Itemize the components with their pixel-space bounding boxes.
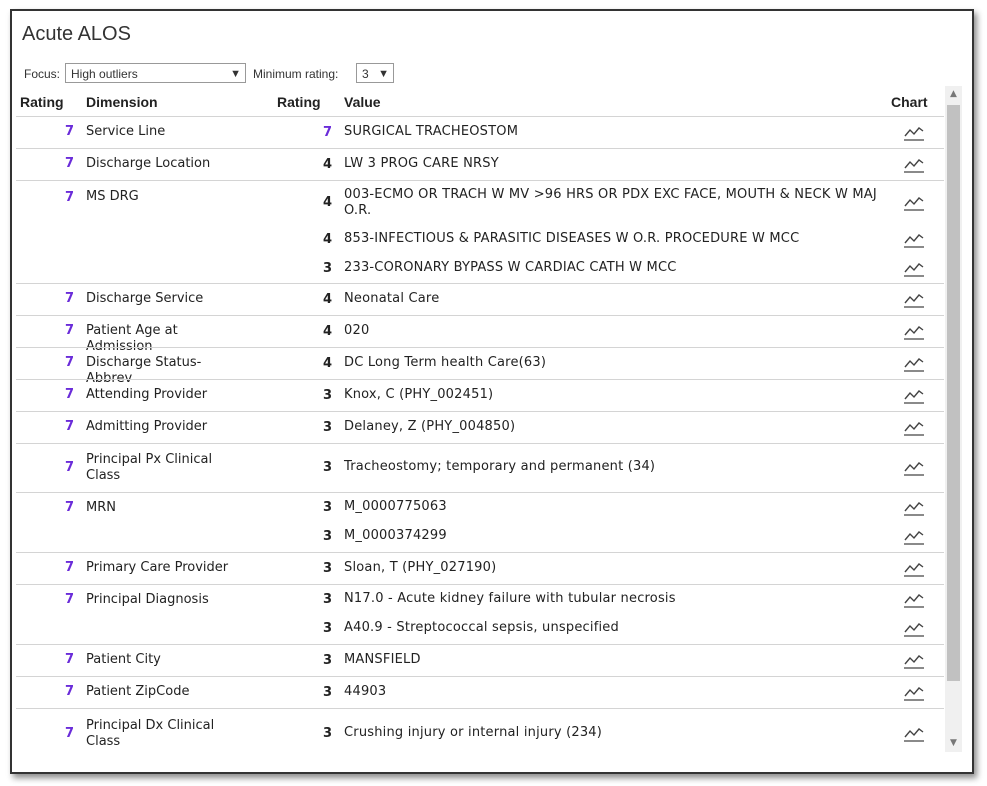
focus-select[interactable] [65, 63, 246, 83]
header-value[interactable]: Value [344, 94, 381, 110]
value-text[interactable]: 44903 [344, 684, 387, 699]
trend-chart-icon[interactable] [903, 260, 925, 278]
trend-chart-icon[interactable] [903, 725, 925, 743]
dimension-name[interactable]: Admitting Provider [86, 419, 208, 434]
trend-chart-icon[interactable] [903, 528, 925, 546]
value-text[interactable]: SURGICAL TRACHEOSTOM [344, 124, 519, 139]
value-rating: 3 [322, 592, 332, 607]
minimum-rating-select[interactable] [356, 63, 394, 83]
value-rating: 4 [322, 195, 332, 210]
value-rating: 4 [322, 292, 332, 307]
dimension-rating: 7 [64, 190, 74, 205]
dimension-rating: 7 [64, 460, 74, 475]
dimension-name[interactable]: Attending Provider [86, 387, 208, 402]
trend-chart-icon[interactable] [903, 459, 925, 477]
value-row [16, 677, 944, 708]
value-row [16, 348, 944, 379]
value-rating: 3 [322, 726, 332, 741]
value-text[interactable]: N17.0 - Acute kidney failure with tubular necrosis [344, 591, 676, 606]
vertical-scrollbar[interactable] [945, 86, 962, 752]
value-row [16, 709, 944, 759]
minimum-rating-label: Minimum rating: [253, 67, 339, 81]
value-rating: 4 [322, 157, 332, 172]
value-rating: 3 [322, 561, 332, 576]
table-row [16, 492, 944, 552]
trend-chart-icon[interactable] [903, 620, 925, 638]
chevron-down-icon: ▼ [230, 68, 241, 80]
value-row [16, 412, 944, 443]
value-row [16, 181, 944, 225]
value-row [16, 585, 944, 614]
dimension-rating: 7 [64, 560, 74, 575]
header-chart: Chart [891, 94, 928, 110]
value-row [16, 645, 944, 676]
value-text[interactable]: Sloan, T (PHY_027190) [344, 560, 497, 575]
table-row [16, 148, 944, 180]
value-row [16, 380, 944, 411]
dimension-name[interactable]: MS DRG [86, 189, 139, 204]
table-row [16, 552, 944, 584]
table-row [16, 116, 944, 148]
dimension-rating: 7 [64, 684, 74, 699]
dimension-name[interactable]: Principal Diagnosis [86, 592, 209, 607]
trend-chart-icon[interactable] [903, 591, 925, 609]
trend-chart-icon[interactable] [903, 124, 925, 142]
dimension-name[interactable]: Patient City [86, 652, 161, 667]
table-row [16, 644, 944, 676]
chevron-down-icon: ▼ [378, 68, 389, 80]
dimension-rating: 7 [64, 355, 74, 370]
trend-chart-icon[interactable] [903, 387, 925, 405]
value-text[interactable]: Crushing injury or internal injury (234) [344, 725, 603, 740]
focus-select-value: High outliers [71, 67, 138, 81]
panel-title: Acute ALOS [22, 23, 131, 45]
dimension-rating: 7 [64, 156, 74, 171]
scroll-down-arrow-icon[interactable]: ▼ [950, 738, 957, 748]
trend-chart-icon[interactable] [903, 194, 925, 212]
value-rating: 4 [322, 324, 332, 339]
table-row [16, 443, 944, 492]
value-row [16, 444, 944, 492]
value-rating: 3 [322, 500, 332, 515]
dimension-rating: 7 [64, 500, 74, 515]
value-row [16, 493, 944, 522]
value-rating: 7 [322, 125, 332, 140]
table-row [16, 411, 944, 443]
trend-chart-icon[interactable] [903, 499, 925, 517]
table-row [16, 676, 944, 708]
value-row [16, 522, 944, 552]
value-rating: 4 [322, 232, 332, 247]
trend-chart-icon[interactable] [903, 355, 925, 373]
value-row [16, 553, 944, 584]
focus-label: Focus: [24, 67, 61, 81]
dimension-rating: 7 [64, 726, 74, 741]
value-text[interactable]: 020 [344, 323, 370, 338]
value-text[interactable]: DC Long Term health Care(63) [344, 355, 547, 370]
value-text[interactable]: Tracheostomy; temporary and permanent (34) [344, 459, 656, 474]
dimension-name[interactable]: Primary Care Provider [86, 560, 229, 575]
value-text[interactable]: LW 3 PROG CARE NRSY [344, 156, 499, 171]
header-rating[interactable]: Rating [20, 94, 64, 110]
value-text[interactable]: Neonatal Care [344, 291, 440, 306]
header-dimension[interactable]: Dimension [86, 94, 158, 110]
dimension-name[interactable]: MRN [86, 500, 116, 515]
dimension-rating: 7 [64, 291, 74, 306]
trend-chart-icon[interactable] [903, 231, 925, 249]
dimension-name[interactable]: Service Line [86, 124, 166, 139]
table-body [16, 116, 944, 759]
value-text[interactable]: 003-ECMO OR TRACH W MV >96 HRS OR PDX EXC FACE, MOUTH & NECK W MAJ O.R. [344, 187, 877, 218]
trend-chart-icon[interactable] [903, 291, 925, 309]
dimension-name[interactable]: Discharge Location [86, 156, 211, 171]
value-text[interactable]: MANSFIELD [344, 652, 421, 667]
acute-alos-panel [10, 9, 974, 774]
dimension-rating: 7 [64, 323, 74, 338]
value-rating: 3 [322, 621, 332, 636]
value-row [16, 284, 944, 315]
scroll-up-arrow-icon[interactable]: ▲ [950, 89, 957, 99]
table-row [16, 347, 944, 386]
value-rating: 3 [322, 685, 332, 700]
table-row [16, 584, 944, 644]
trend-chart-icon[interactable] [903, 652, 925, 670]
minimum-rating-value: 3 [362, 67, 369, 81]
value-row [16, 117, 944, 148]
value-rating: 3 [322, 420, 332, 435]
value-rating: 3 [322, 261, 332, 276]
value-row [16, 254, 944, 283]
value-rating: 3 [322, 460, 332, 475]
value-row [16, 316, 944, 347]
table-row [16, 315, 944, 354]
value-rating: 4 [322, 356, 332, 371]
value-rating: 3 [322, 388, 332, 403]
value-text[interactable]: M_0000374299 [344, 528, 447, 543]
dimension-rating: 7 [64, 124, 74, 139]
dimension-name[interactable]: Discharge Status-Abbrev [86, 355, 202, 386]
dimension-name[interactable]: Discharge Service [86, 291, 204, 306]
value-rating: 3 [322, 653, 332, 668]
value-row [16, 149, 944, 180]
table-row [16, 283, 944, 315]
scroll-thumb[interactable] [947, 105, 960, 681]
table-row [16, 708, 944, 759]
header-value-rating[interactable]: Rating [277, 94, 321, 110]
dimension-rating: 7 [64, 592, 74, 607]
value-row [16, 614, 944, 644]
dimension-rating: 7 [64, 419, 74, 434]
trend-chart-icon[interactable] [903, 323, 925, 341]
dimension-rating: 7 [64, 387, 74, 402]
dimension-name[interactable]: Principal Px Clinical Class [86, 452, 213, 483]
dimension-name[interactable]: Principal Dx Clinical Class [86, 718, 215, 749]
dimension-rating: 7 [64, 652, 74, 667]
trend-chart-icon[interactable] [903, 156, 925, 174]
value-text[interactable]: Delaney, Z (PHY_004850) [344, 419, 516, 434]
table-row [16, 180, 944, 283]
dimension-name[interactable]: Patient ZipCode [86, 684, 190, 699]
trend-chart-icon[interactable] [903, 560, 925, 578]
trend-chart-icon[interactable] [903, 419, 925, 437]
dimension-name[interactable]: Patient Age at Admission [86, 323, 178, 354]
value-row [16, 225, 944, 254]
value-text[interactable]: 233-CORONARY BYPASS W CARDIAC CATH W MCC [344, 260, 677, 275]
value-text[interactable]: M_0000775063 [344, 499, 447, 514]
value-rating: 3 [322, 529, 332, 544]
value-text[interactable]: Knox, C (PHY_002451) [344, 387, 494, 402]
trend-chart-icon[interactable] [903, 684, 925, 702]
value-text[interactable]: 853-INFECTIOUS & PARASITIC DISEASES W O.R. PROCEDURE W MCC [344, 231, 800, 246]
value-text[interactable]: A40.9 - Streptococcal sepsis, unspecified [344, 620, 619, 635]
table-row [16, 379, 944, 411]
